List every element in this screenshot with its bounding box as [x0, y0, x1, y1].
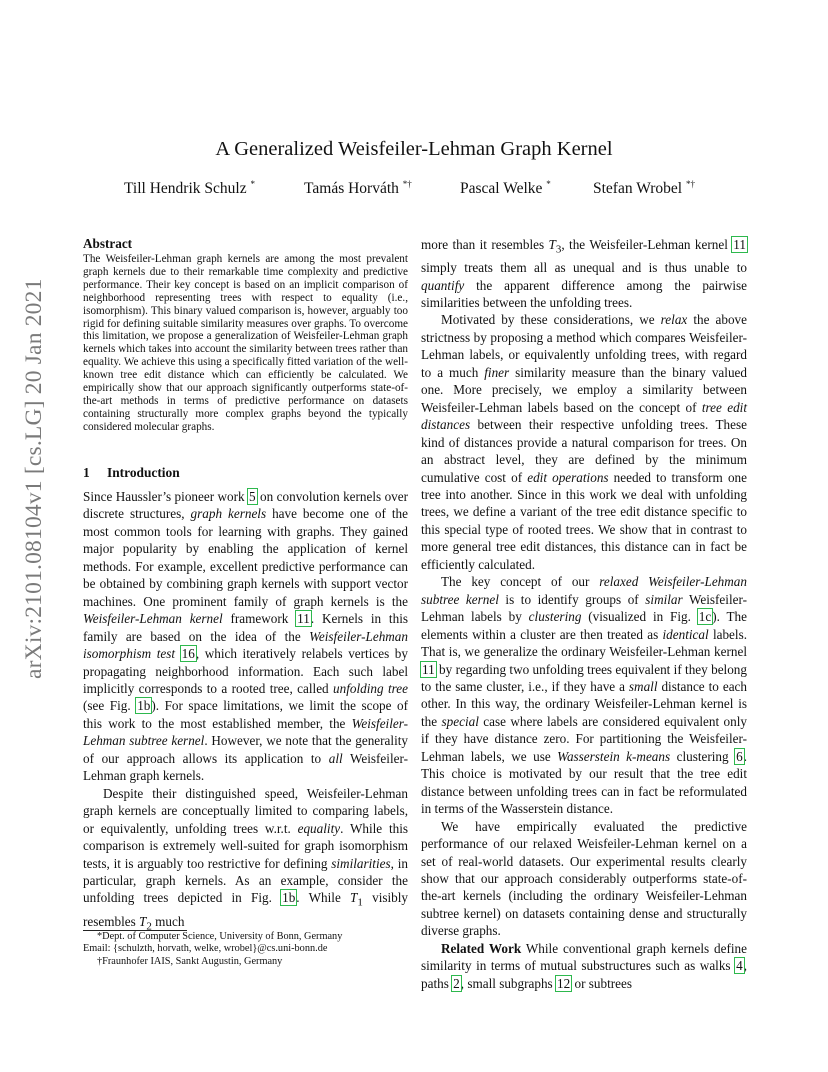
paper-title: A Generalized Weisfeiler-Lehman Graph Kernel	[215, 138, 613, 160]
introduction-left-column	[83, 488, 408, 936]
author-3: Pascal Welke *	[460, 178, 551, 197]
right-column	[421, 236, 747, 992]
footnote-affiliation-2: †Fraunhofer IAIS, Sankt Augustin, Germany	[97, 956, 283, 967]
citation-link[interactable]: 5	[249, 489, 256, 504]
paragraph: We have empirically evaluated the predictive performance of our relaxed Weisfeiler-Lehman kernel on a set of real-world datasets. Our experimental results clearly show that our approach considerably outperforms state-of-the-art kernels (including the ordinary Weisfeiler-Lehman subtree kernel) on datasets containing dense and structurally diverse graphs.	[421, 818, 747, 939]
citation-link[interactable]: 11	[297, 611, 310, 627]
paragraph: more than it resembles $T_3$, the Weisfeiler-Lehman kernel 11 simply treats them all as unequal and is thus unable to quantify the apparent difference among the pairwise similarities between the unfolding trees.	[421, 237, 747, 310]
citation-link[interactable]: 2	[453, 975, 460, 991]
paragraph: The key concept of our relaxed Weisfeiler-Lehman subtree kernel is to identify groups of similar Weisfeiler-Lehman labels by clustering (visualized in Fig. 1c). The elements within a cluster are then treated as identical labels. That is, we generalize the ordinary Weisfeiler-Lehman kernel 11 by regarding two unfolding trees equivalent if they belong to the same cluster, i.e., if they have a small distance to each other. In this way, the ordinary Weisfeiler-Lehman kernel is the special case where labels are considered equivalent only if they have distance zero. For partitioning the Weisfeiler-Lehman labels, we use Wasserstein k-means clustering 6. This choice is motivated by our result that the tree edit distance between unfolding trees can in fact be reformulated in terms of the Wasserstein distance.	[421, 574, 748, 817]
citation-link[interactable]: 4	[736, 958, 743, 974]
citation-link[interactable]: 12	[556, 975, 571, 991]
author-2: Tamás Horváth *†	[304, 178, 412, 197]
arxiv-stamp: arXiv:2101.08104v1 [cs.LG] 20 Jan 2021	[21, 278, 47, 679]
paragraph: Despite their distinguished speed, Weisfeiler-Lehman graph kernels are conceptually limited to comparing labels, or equivalently, unfolding trees w.r.t. equality. While this comparison is extremely well-suited for graph isomorphism tests, it is arguably too restrictive for defining similarities, in particular, graph kernels. As an example, consider the unfolding trees depicted in Fig. 1b. While $T_1$ visibly resembles $T_2$ much	[83, 785, 409, 933]
paragraph: Related Work While conventional graph kernels define similarity in terms of mutual substructures such as walks 4, paths 2, small subgraphs 12 or subtrees	[421, 940, 747, 991]
citation-link[interactable]: 16	[181, 646, 195, 662]
figure-link[interactable]: 1b	[137, 698, 151, 714]
citation-link[interactable]: 11	[733, 237, 746, 252]
citation-link[interactable]: 11	[422, 661, 435, 677]
footnote-affiliation-1: *Dept. of Computer Science, University of Bonn, Germany Email: {schulzth, horvath, welke, wrobel}@cs.uni-bonn.de	[83, 931, 343, 955]
section-heading-introduction: 1 Introduction	[83, 465, 180, 480]
figure-link[interactable]: 1b	[282, 890, 296, 906]
figure-link[interactable]: 1c	[698, 609, 712, 625]
author-1: Till Hendrik Schulz *	[124, 178, 255, 197]
abstract-body: The Weisfeiler-Lehman graph kernels are among the most prevalent graph kernels due to their remarkable time complexity and predictive performance. Their key concept is based on an implicit comparison of neighborhood representing trees with respect to equality (i.e., isomorphism). This binary valued comparison is, however, arguably too rigid for defining suitable similarity measures over graphs. To overcome this limitation, we propose a generalization of Weisfeiler-Lehman graph kernels which takes into account the similarity between trees rather than equality. We achieve this using a specifically fitted variation of the well-known tree edit distance which can efficiently be calculated. We empirically show that our approach significantly outperforms state-of-the-art methods in terms of predictive performance on datasets containing structurally more complex graphs beyond the typically considered molecular graphs.	[83, 253, 408, 433]
author-4: Stefan Wrobel *†	[593, 178, 695, 197]
paragraph: Motivated by these considerations, we relax the above strictness by proposing a method which compares Weisfeiler-Lehman labels, or equivalently unfolding trees, with regard to a much finer similarity measure than the binary valued one. More precisely, we employ a similarity between Weisfeiler-Lehman labels based on the concept of tree edit distances between their respective unfolding trees. These kind of distances provide a natural comparison for trees. On an abstract level, they are defined by the minimum cumulative cost of edit operations needed to transform one tree into another. Since in this work we deal with unfolding trees, we define a variant of the tree edit distance specific to this special type of rooted trees. We show that in contrast to more general tree edit distances, this distance can in fact be efficiently calculated.	[421, 312, 747, 572]
citation-link[interactable]: 6	[736, 748, 743, 764]
paragraph: Since Haussler’s pioneer work 5 on convolution kernels over discrete structures, graph kernels have become one of the most common tools for learning with graphs. They gained major popularity by enabling the application of kernel methods. For example, excellent predictive performance can be obtained by combining graph kernels with support vector machines. One prominent family of graph kernels is the Weisfeiler-Lehman kernel framework 11. Kernels in this family are based on the idea of the Weisfeiler-Lehman isomorphism test 16, which iteratively relabels vertices by propagating neighborhood information. Each such label implicitly corresponds to a rooted tree, called unfolding tree (see Fig. 1b). For space limitations, we limit the scope of this work to the most established member, the Weisfeiler-Lehman subtree kernel. However, we note that the generality of our approach allows its application to all Weisfeiler-Lehman graph kernels.	[83, 489, 409, 784]
abstract-heading: Abstract	[83, 236, 133, 251]
